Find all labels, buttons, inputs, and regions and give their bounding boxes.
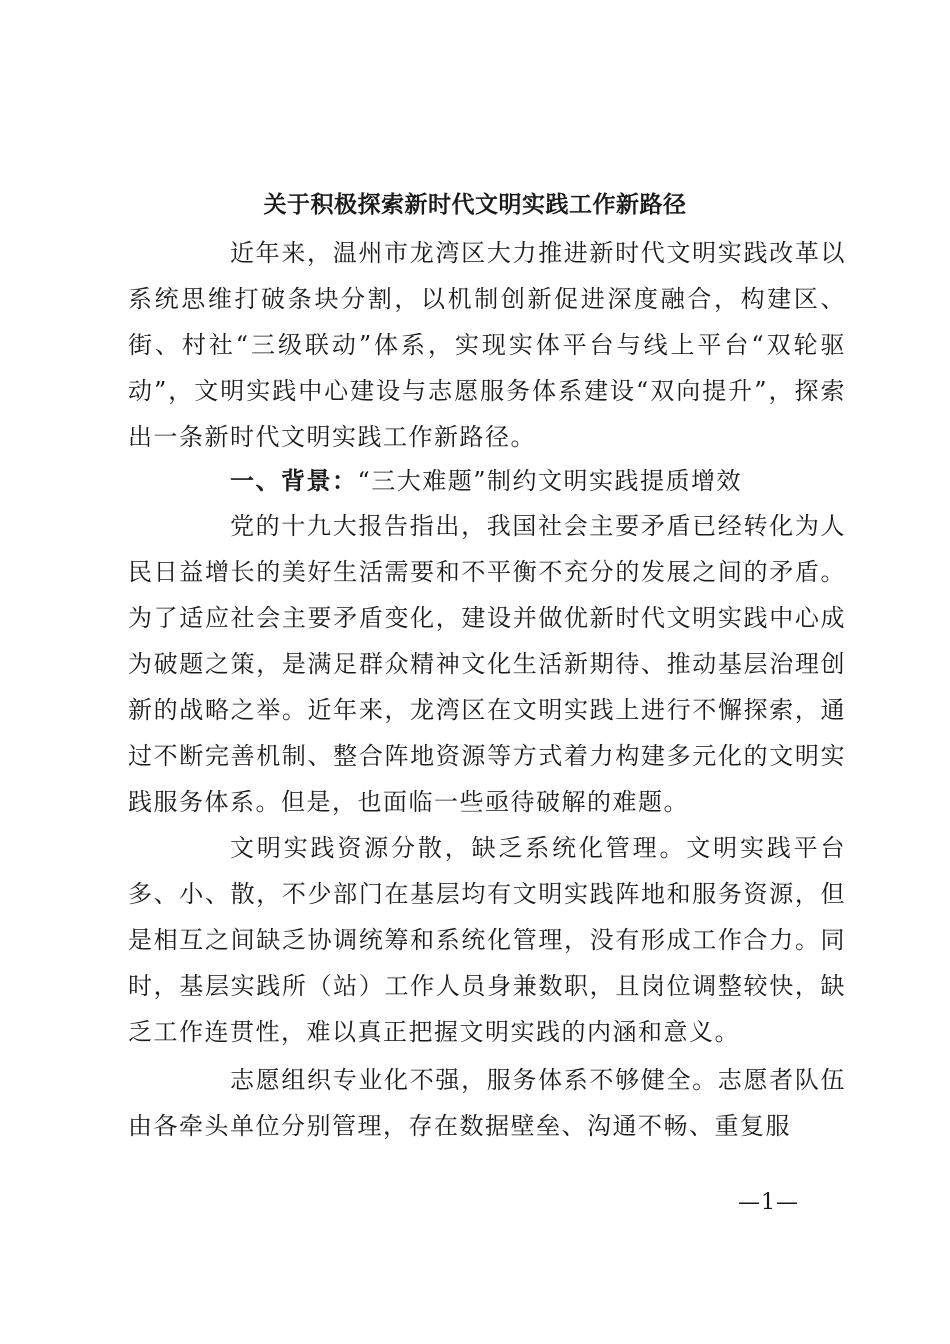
document-title: 关于积极探索新时代文明实践工作新路径 (263, 191, 687, 218)
section-heading (230, 458, 850, 504)
background-paragraph: 党的十九大报告指出，我国社会主要矛盾已经转化为人民日益增长的美好生活需要和不平衡不充分的发展之间的矛盾。为了适应社会主要矛盾变化，建设并做优新时代文明实践中心成为破题之策，是满足群众精神文化生活新期待、推动基层治理创新的战略之举。近年来，龙湾区在文明实践上进行不懈探索，通过不断完善机制、整合阵地资源等方式着力构建多元化的文明实践服务体系。但是，也面临一些亟待破解的难题。 (128, 512, 846, 816)
section-heading-text: “三大难题”制约文明实践提质增效 (357, 467, 743, 495)
volunteer-paragraph: 志愿组织专业化不强，服务体系不够健全。志愿者队伍由各牵头单位分别管理，存在数据壁垒、沟通不畅、重复服 (128, 1066, 846, 1140)
section-heading-label: 一、背景： (230, 467, 358, 495)
intro-paragraph: 近年来，温州市龙湾区大力推进新时代文明实践改革以系统思维打破条块分割，以机制创新促进深度融合，构建区、街、村社“三级联动”体系，实现实体平台与线上平台“双轮驱动”，文明实践中心建设与志愿服务体系建设“双向提升”，探索出一条新时代文明实践工作新路径。 (128, 239, 846, 451)
page-number: —1— (738, 1190, 799, 1215)
resource-paragraph: 文明实践资源分散，缺乏系统化管理。文明实践平台多、小、散，不少部门在基层均有文明实践阵地和服务资源，但是相互之间缺乏协调统筹和系统化管理，没有形成工作合力。同时，基层实践所（站）工作人员身兼数职，且岗位调整较快，缺乏工作连贯性，难以真正把握文明实践的内涵和意义。 (128, 834, 846, 1046)
